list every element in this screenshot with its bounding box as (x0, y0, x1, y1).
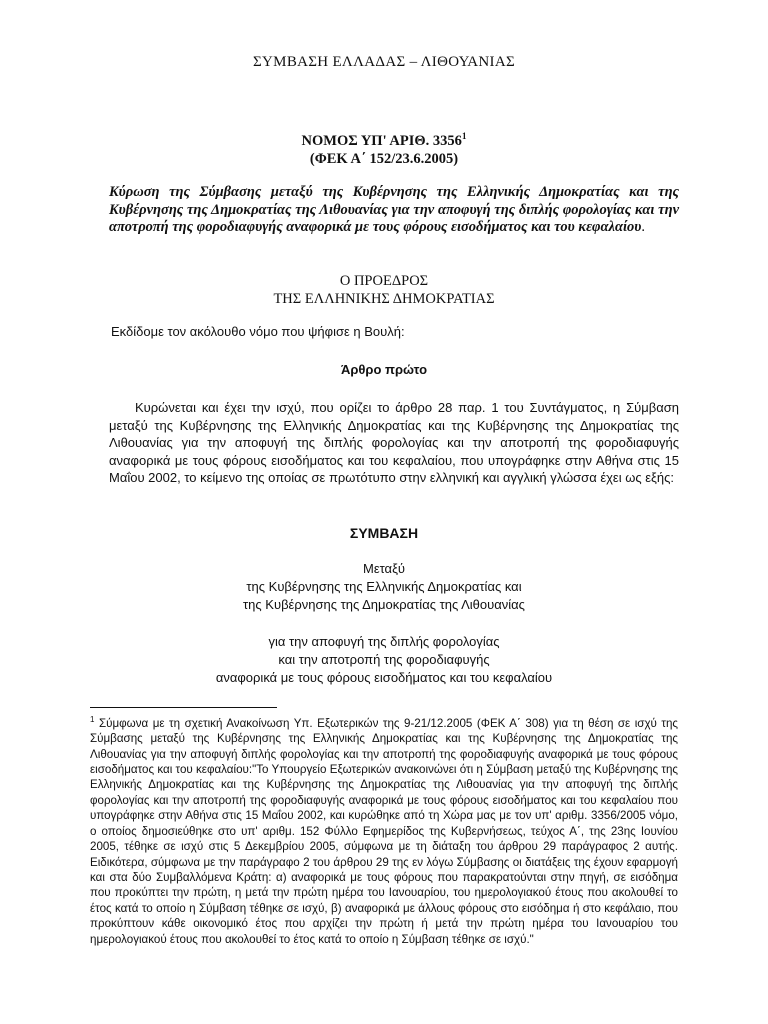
law-header (0, 127, 768, 168)
law-number: ΝΟΜΟΣ ΥΠ' ΑΡΙΘ. 3356$^1$ (301, 131, 467, 149)
parties-line: Μεταξύ (362, 561, 406, 576)
convention-parties (0, 560, 768, 614)
purpose-line: αναφορικά με τους φόρους εισοδήματος και του κεφαλαίου (215, 670, 553, 685)
footnote-marker: 1 (90, 715, 95, 724)
convention-purpose (0, 633, 768, 687)
president-line-1: Ο ΠΡΟΕΔΡΟΣ (339, 273, 429, 289)
footnote-ref: 1 (461, 131, 467, 141)
footnote-separator (90, 707, 277, 708)
footnote (90, 712, 678, 947)
parties-line: της Κυβέρνησης της Ελληνικής Δημοκρατίας και (246, 579, 522, 594)
president-line-2: ΤΗΣ ΕΛΛΗΝΙΚΗΣ ΔΗΜΟΚΡΑΤΙΑΣ (273, 291, 495, 307)
article-heading: Άρθρο πρώτο (340, 362, 428, 377)
president-heading (0, 272, 768, 308)
law-intro: Κύρωση της Σύμβασης μεταξύ της Κυβέρνησης της Ελληνικής Δημοκρατίας και της Κυβέρνησης της Δημοκρατίας της Λιθουανίας για την αποφυγή της διπλής φορολογίας και την αποτροπή της φοροδιαφυγής αναφορικά με τους φόρους εισοδήματος και του κεφαλαίου. (109, 184, 679, 235)
purpose-line: και την αποτροπή της φοροδιαφυγής (278, 652, 490, 667)
enactment-formula: Εκδίδομε τον ακόλουθο νόμο που ψήφισε η Βουλή: (111, 324, 405, 339)
article-paragraph: Κυρώνεται και έχει την ισχύ, που ορίζει το άρθρο 28 παρ. 1 του Συντάγματος, η Σύμβαση μεταξύ της Κυβέρνησης της Ελληνικής Δημοκρατίας και της Κυβέρνησης της Δημοκρατίας της Λιθουανίας για την αποφυγή της διπλής φορολογίας και την αποτροπή της φοροδιαφυγής αναφορικά με τους φόρους εισοδήματος και του κεφαλαίου, που υπογράφηκε στην Αθήνα στις 15 Μαΐου 2002, το κείμενο της οποίας σε πρωτότυπο στην ελληνική και αγγλική γλώσσα έχει ως εξής: (109, 400, 679, 485)
gazette-reference: (ΦΕΚ Α΄ 152/23.6.2005) (309, 150, 459, 167)
purpose-line: για την αποφυγή της διπλής φορολογίας (268, 634, 500, 649)
footnote-text: Σύμφωνα με τη σχετική Ανακοίνωση Υπ. Εξωτερικών της 9-21/12.2005 (ΦΕΚ Α΄ 308) για τη θέση σε ισχύ της Σύμβασης μεταξύ της Κυβέρνησης της Ελληνικής Δημοκρατίας και της Κυβέρνησης της Δημοκρατίας της Λιθουανίας για την αποφυγή διπλής φορολογίας και την αποτροπή της φοροδιαφυγής αναφορικά με τους φόρους εισοδήματος και του κεφαλαίου:"Το Υπουργείο Εξωτερικών ανακοινώνει ότι η Σύμβαση μεταξύ της Κυβέρνησης της Ελληνικής Δημοκρατίας και της Κυβέρνησης της Δημοκρατίας της Λιθουανίας για την αποφυγή της διπλής φορολογίας και την αποτροπή της φοροδιαφυγής αναφορικά με τους φόρους εισοδήματος και του κεφαλαίου που υπογράφηκε στην Αθήνα στις 15 Μαΐου 2002, και κυρώθηκε από τη Χώρα μας με τον υπ' αριθμ. 3356/2005 νόμο, ο οποίος δημοσιεύθηκε στο υπ' αριθμ. 152 Φύλλο Εφημερίδος της Κυβερνήσεως, τεύχος Α΄, της 23ης Ιουνίου 2005, τέθηκε σε ισχύ στις 5 Δεκεμβρίου 2005, σύμφωνα με τη διάταξη του άρθρου 29 παράγραφος 2 αυτής. Ειδικότερα, σύμφωνα με την παράγραφο 2 του άρθρου 29 της εν λόγω Σύμβασης οι διατάξεις της έχουν εφαρμογή και στα δύο Συμβαλλόμενα Κράτη: α) αναφορικά με τους φόρους που παρακρατούνται στην πηγή, σε εισόδημα που προκύπτει την πρώτη, η μετά την πρώτη ημέρα του Ιανουαρίου, του ημερολογιακού έτους που ακολουθεί το έτος κατά το οποίο η Σύμβαση τέθηκε σε ισχύ, β) αναφορικά με άλλους φόρους στο εισόδημα ή στο κεφάλαιο, που προκύπτουν κάθε οικονομικό έτος που αρχίζει την πρώτη ή μετά την πρώτη ημέρα του Ιανουαρίου του ημερολογιακού έτους που ακολουθεί το έτος κατά το οποίο η Σύμβαση τέθηκε σε ισχύ." (90, 716, 678, 946)
parties-line: της Κυβέρνησης της Δημοκρατίας της Λιθουανίας (243, 597, 525, 612)
document-title: ΣΥΜΒΑΣΗ ΕΛΛΑΔΑΣ – ΛΙΘΟΥΑΝΙΑΣ (253, 54, 515, 70)
convention-heading: ΣΥΜΒΑΣΗ (349, 525, 419, 541)
